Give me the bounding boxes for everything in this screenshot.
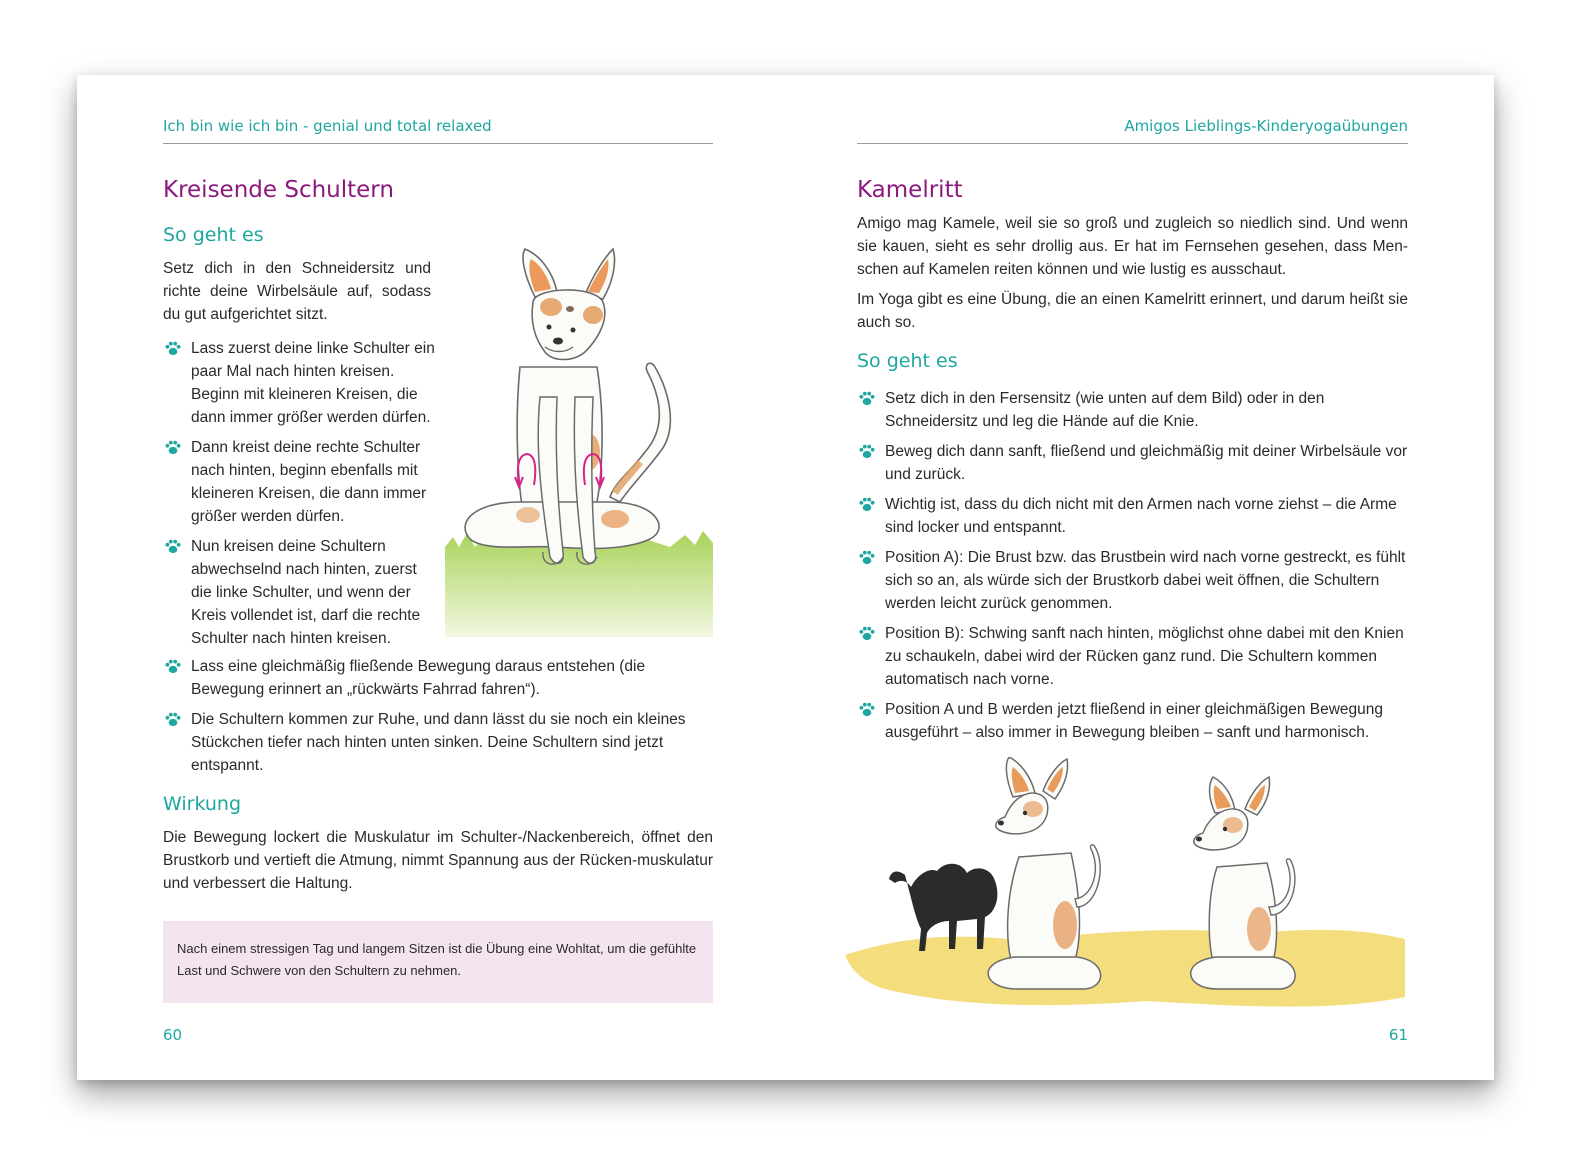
subhead-effect: Wirkung <box>163 793 242 815</box>
left-page <box>163 75 713 1080</box>
paw-icon <box>859 550 875 565</box>
page-title-left: Kreisende Schultern <box>163 177 394 203</box>
list-item-text: Lass eine gleichmäßig fließende Bewegung daraus entstehen (die Bewegung erinnert an „rückwärts Fahrrad fahren“). <box>191 658 646 698</box>
paw-icon <box>859 391 875 406</box>
list-item <box>163 436 438 528</box>
book-spread <box>77 75 1494 1080</box>
running-head-left: Ich bin wie ich bin - genial und total relaxed <box>163 117 713 144</box>
list-item <box>163 535 438 650</box>
list-item <box>857 546 1408 615</box>
subhead-how-right: So geht es <box>857 350 958 372</box>
kamelritt-illustration <box>845 757 1405 1019</box>
list-item-text: Position A und B werden jetzt fließend in einer gleichmäßigen Bewegung ausgeführt – also immer in Bewegung bleiben – sanft und harmonisch. <box>885 701 1384 741</box>
list-item-text: Beweg dich dann sanft, fließend und gleichmäßig mit deiner Wirbelsäule vor und zurück. <box>885 443 1408 483</box>
list-item-text: Nun kreisen deine Schultern abwechselnd nach hinten, zuerst die linke Schulter, und wenn der Kreis vollendet ist, darf die rechte Schulter nach hinten kreisen. <box>191 538 421 647</box>
page-number-right: 61 <box>1388 1026 1408 1044</box>
intro-right-1: Amigo mag Kamele, weil sie so groß und zugleich so niedlich sind. Und wenn sie kauen, sieht es sehr drollig aus. Er hat im Fernsehen gesehen, dass Men-schen auf Kamelen reiten können und wie lustig es ausschaut. <box>857 215 1408 278</box>
list-item-text: Position A): Die Brust bzw. das Brustbein wird nach vorne gestreckt, es fühlt sich so an, als würde sich der Brustkorb dabei weit öffnen, die Schultern werden leicht zurück genommen. <box>885 549 1406 612</box>
list-item-text: Lass zuerst deine linke Schulter ein paar Mal nach hinten kreisen. Beginn mit kleineren Kreisen, die dann immer größer werden dürfen. <box>191 340 435 426</box>
running-head-right: Amigos Lieblings-Kinderyogaübungen <box>857 117 1408 144</box>
list-item <box>163 655 713 701</box>
paw-icon <box>165 341 181 356</box>
list-item <box>857 387 1408 433</box>
paw-icon <box>859 626 875 641</box>
list-item-text: Setz dich in den Fersensitz (wie unten auf dem Bild) oder in den Schneidersitz und leg die Hände auf die Knie. <box>885 390 1325 430</box>
paw-icon <box>859 702 875 717</box>
list-item-text: Position B): Schwing sanft nach hinten, möglichst ohne dabei mit den Knien zu schaukeln, dabei wird der Rücken ganz rund. Die Schultern kommen automatisch nach vorne. <box>885 625 1404 688</box>
paw-icon <box>859 444 875 459</box>
effect-text: Die Bewegung lockert die Muskulatur im Schulter-/Nackenbereich, öffnet den Brustkorb und vertieft die Atmung, nimmt Spannung aus der Rücken-muskulatur und verbessert die Haltung. <box>163 829 713 892</box>
paw-icon <box>165 440 181 455</box>
paw-icon <box>165 539 181 554</box>
steps-narrow-list <box>163 337 438 657</box>
paw-icon <box>165 659 181 674</box>
paw-icon <box>165 712 181 727</box>
page-title-right: Kamelritt <box>857 177 963 203</box>
list-item <box>163 337 438 429</box>
tip-box: Nach einem stressigen Tag und langem Sitzen ist die Übung eine Wohltat, um die gefühlte Last und Schwere von den Schultern zu nehmen. <box>163 921 713 1003</box>
page-number-left: 60 <box>163 1026 183 1044</box>
list-item-text: Wichtig ist, dass du dich nicht mit den Armen nach vorne ziehst – die Arme sind locker und entspannt. <box>885 496 1397 536</box>
paw-icon <box>859 497 875 512</box>
steps-right-list <box>857 387 1408 751</box>
list-item <box>857 493 1408 539</box>
intro-right-2: Im Yoga gibt es eine Übung, die an einen Kamelritt erinnert, und darum heißt sie auch so. <box>857 291 1408 331</box>
list-item <box>857 622 1408 691</box>
dog-cross-legged-illustration <box>445 247 713 637</box>
list-item <box>163 708 713 777</box>
list-item <box>857 698 1408 744</box>
list-item-text: Die Schultern kommen zur Ruhe, und dann lässt du sie noch ein kleines Stückchen tiefer nach hinten unten sinken. Deine Schultern sind jetzt entspannt. <box>191 711 686 774</box>
list-item <box>857 440 1408 486</box>
right-page <box>857 75 1408 1080</box>
steps-wide-list <box>163 655 713 784</box>
intro-left: Setz dich in den Schneidersitz und richte deine Wirbelsäule auf, sodass du gut aufgerichtet sitzt. <box>163 260 431 323</box>
list-item-text: Dann kreist deine rechte Schulter nach hinten, beginn ebenfalls mit kleineren Kreisen, die dann immer größer werden dürfen. <box>191 439 427 525</box>
subhead-how-left: So geht es <box>163 224 264 246</box>
